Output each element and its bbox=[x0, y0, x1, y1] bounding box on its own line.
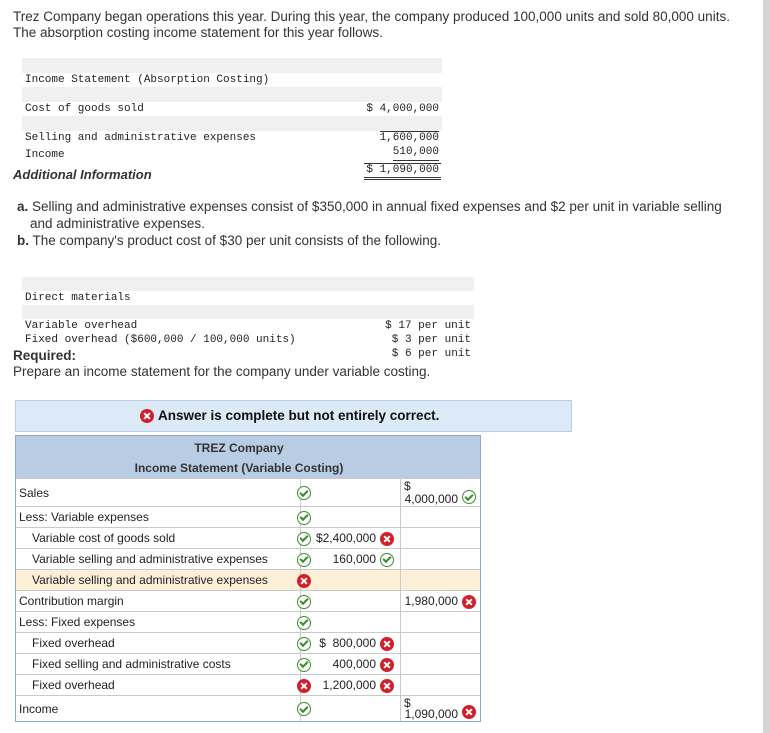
required-text: Prepare an income statement for the company under variable costing. bbox=[13, 364, 431, 379]
incorrect-x-icon bbox=[380, 658, 394, 672]
incorrect-x-icon bbox=[380, 679, 394, 693]
table-title: Income Statement (Variable Costing) bbox=[134, 461, 344, 475]
amount-input[interactable]: $ 800,000 bbox=[319, 636, 376, 650]
correct-check-icon bbox=[380, 553, 394, 567]
absorption-label: Income bbox=[25, 149, 65, 161]
product-cost-row bbox=[22, 277, 474, 304]
incorrect-x-icon bbox=[380, 637, 394, 651]
column-divider bbox=[400, 654, 401, 674]
table-header bbox=[16, 436, 480, 478]
table-row bbox=[16, 569, 480, 590]
additional-info-list bbox=[17, 199, 762, 250]
absorption-value: 510,000 bbox=[393, 145, 439, 161]
product-cost-label: Direct materials bbox=[25, 292, 131, 304]
correct-check-icon bbox=[297, 511, 311, 525]
product-cost-value: $ 17 per unit bbox=[385, 320, 471, 332]
required-heading: Required: bbox=[13, 348, 77, 363]
incorrect-x-icon bbox=[297, 574, 311, 588]
info-marker-a: a. bbox=[17, 199, 29, 214]
correct-check-icon bbox=[297, 532, 311, 546]
table-row bbox=[16, 527, 480, 548]
row-label[interactable]: Contribution margin bbox=[19, 594, 124, 608]
product-cost-label: Fixed overhead ($600,000 / 100,000 units) bbox=[25, 334, 296, 346]
total-input[interactable]: 4,000,000 bbox=[404, 492, 458, 506]
column-divider bbox=[400, 633, 401, 653]
correct-check-icon bbox=[462, 490, 476, 504]
required-section bbox=[13, 348, 430, 380]
answer-status-banner bbox=[15, 400, 572, 432]
variable-costing-table bbox=[15, 435, 481, 722]
table-row bbox=[16, 478, 480, 506]
column-divider bbox=[400, 591, 401, 611]
incorrect-x-icon bbox=[380, 532, 394, 546]
row-label[interactable]: Fixed overhead bbox=[32, 636, 115, 650]
table-row bbox=[16, 674, 480, 695]
product-cost-value: $ 6 per unit bbox=[391, 348, 471, 360]
amount-input[interactable]: 1,200,000 bbox=[322, 678, 376, 692]
absorption-title-row bbox=[22, 58, 442, 86]
correct-check-icon bbox=[297, 595, 311, 609]
absorption-label: Cost of goods sold bbox=[25, 102, 144, 115]
total-input[interactable]: 1,090,000 bbox=[404, 707, 458, 721]
info-item-b bbox=[17, 233, 762, 249]
correct-check-icon bbox=[297, 658, 311, 672]
column-divider bbox=[400, 612, 401, 632]
incorrect-x-icon bbox=[462, 595, 476, 609]
amount-input[interactable]: 400,000 bbox=[332, 657, 376, 671]
incorrect-x-icon bbox=[297, 679, 311, 693]
amount-input[interactable]: 160,000 bbox=[332, 552, 376, 566]
currency-symbol: $ bbox=[404, 696, 411, 710]
column-divider bbox=[400, 696, 401, 721]
absorption-title: Income Statement (Absorption Costing) bbox=[25, 73, 270, 86]
info-item-a bbox=[17, 199, 762, 215]
table-row bbox=[16, 653, 480, 674]
row-label[interactable]: Variable cost of goods sold bbox=[32, 531, 176, 545]
correct-check-icon bbox=[297, 486, 311, 500]
absorption-value: $ 1,090,000 bbox=[364, 163, 441, 180]
currency-symbol: $ bbox=[404, 479, 411, 493]
table-company-name: TREZ Company bbox=[194, 441, 284, 455]
correct-check-icon bbox=[297, 553, 311, 567]
vertical-scrollbar[interactable] bbox=[763, 0, 769, 733]
table-row bbox=[16, 506, 480, 527]
info-text-a: Selling and administrative expenses consist of $350,000 in annual fixed expenses and $2 per unit in variable selling bbox=[32, 199, 722, 214]
problem-intro: Trez Company began operations this year. During this year, the company produced 100,000 units and sold 80,000 units. The absorption costing income statement for this year follows. bbox=[13, 9, 730, 40]
product-cost-value: $ 3 per unit bbox=[391, 334, 471, 346]
row-label[interactable]: Sales bbox=[19, 485, 50, 500]
incorrect-x-icon bbox=[462, 705, 476, 719]
column-divider bbox=[400, 528, 401, 548]
table-row bbox=[16, 632, 480, 653]
table-row bbox=[16, 590, 480, 611]
absorption-label: Selling and administrative expenses bbox=[25, 131, 257, 144]
correct-check-icon bbox=[297, 637, 311, 651]
column-divider bbox=[400, 507, 401, 527]
column-divider bbox=[400, 675, 401, 695]
answer-status-text: Answer is complete but not entirely correct. bbox=[158, 408, 440, 423]
row-label[interactable]: Less: Variable expenses bbox=[19, 510, 149, 524]
product-cost-label: Variable overhead bbox=[25, 320, 138, 332]
column-divider bbox=[400, 479, 401, 506]
table-row bbox=[16, 611, 480, 632]
info-item-a-continued: and administrative expenses. bbox=[30, 216, 205, 231]
correct-check-icon bbox=[297, 702, 311, 716]
table-row bbox=[16, 548, 480, 569]
column-divider bbox=[400, 549, 401, 569]
amount-input[interactable]: $2,400,000 bbox=[315, 531, 376, 545]
absorption-value: $ 4,000,000 bbox=[366, 102, 439, 115]
info-text-b: The company's product cost of $30 per unit consists of the following. bbox=[32, 233, 442, 248]
info-marker-b: b. bbox=[17, 233, 29, 248]
row-label[interactable]: Less: Fixed expenses bbox=[19, 615, 136, 629]
column-divider bbox=[400, 570, 401, 590]
row-label[interactable]: Income bbox=[19, 701, 59, 716]
row-label[interactable]: Fixed overhead bbox=[32, 678, 115, 692]
table-row bbox=[16, 695, 480, 721]
row-label[interactable]: Variable selling and administrative expenses bbox=[32, 552, 268, 566]
incorrect-icon bbox=[140, 409, 154, 423]
total-input[interactable]: 1,980,000 bbox=[404, 594, 458, 608]
row-label[interactable]: Fixed selling and administrative costs bbox=[32, 657, 231, 671]
additional-info-heading: Additional Information bbox=[13, 167, 152, 182]
absorption-value: 1,600,000 bbox=[379, 131, 439, 144]
correct-check-icon bbox=[297, 616, 311, 630]
row-label[interactable]: Variable selling and administrative expenses bbox=[32, 573, 268, 587]
